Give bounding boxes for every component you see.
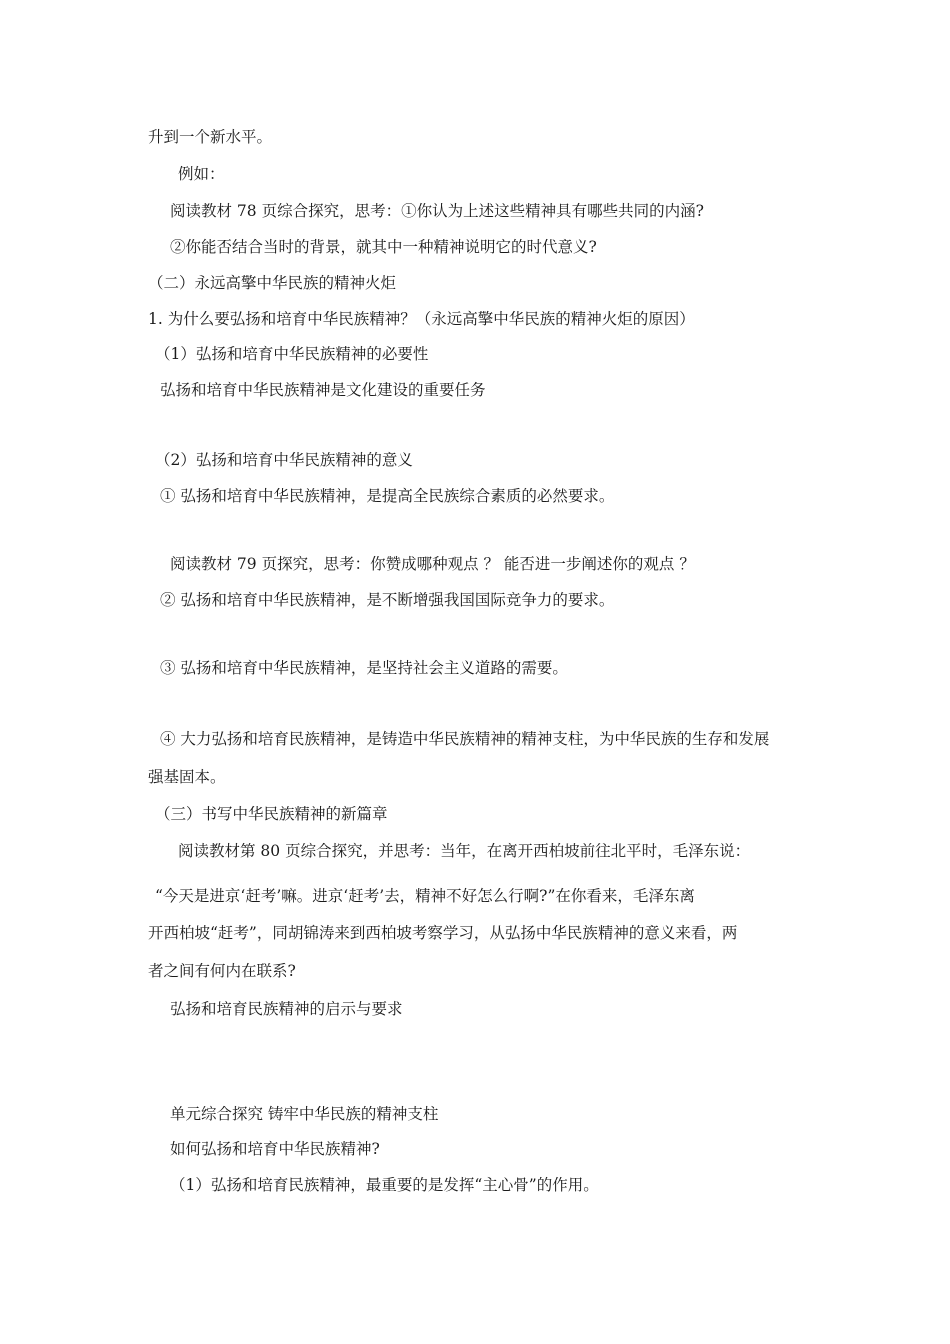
text-line: 1. 为什么要弘扬和培育中华民族精神？（永远高擎中华民族的精神火炬的原因） <box>148 310 695 328</box>
text-line: 者之间有何内在联系? <box>148 962 296 980</box>
text-line: 弘扬和培育中华民族精神是文化建设的重要任务 <box>160 381 486 399</box>
text-line: 开西柏坡“赶考”，同胡锦涛来到西柏坡考察学习，从弘扬中华民族精神的意义来看，两 <box>148 924 738 942</box>
text-line: （2）弘扬和培育中华民族精神的意义 <box>155 451 413 469</box>
text-line: 阅读教材 79 页探究，思考：你赞成哪种观点 ？ 能否进一步阐述你的观点 ？ <box>170 555 695 573</box>
text-line: 例如： <box>178 165 225 183</box>
text-line: 强基固本。 <box>148 768 226 786</box>
text-line: 弘扬和培育民族精神的启示与要求 <box>170 1000 403 1018</box>
text-line: 升到一个新水平。 <box>148 128 273 146</box>
text-line: “今天是进京‘赶考’嘛。进京‘赶考’去，精神不好怎么行啊?”在你看来，毛泽东离 <box>155 887 695 905</box>
text-line: （1）弘扬和培育民族精神，最重要的是发挥“主心骨”的作用。 <box>170 1176 599 1194</box>
text-line: 阅读教材 78 页综合探究，思考：①你认为上述这些精神具有哪些共同的内涵? <box>170 202 704 220</box>
text-line: ④ 大力弘扬和培育民族精神，是铸造中华民族精神的精神支柱，为中华民族的生存和发展 <box>160 730 770 748</box>
section-heading: （三）书写中华民族精神的新篇章 <box>155 805 388 823</box>
text-line: （1）弘扬和培育中华民族精神的必要性 <box>155 345 429 363</box>
section-heading: （二）永远高擎中华民族的精神火炬 <box>148 274 397 292</box>
text-line: 阅读教材第 80 页综合探究，并思考：当年，在离开西柏坡前往北平时，毛泽东说： <box>178 842 751 860</box>
text-line: ②你能否结合当时的背景，就其中一种精神说明它的时代意义? <box>170 238 597 256</box>
section-heading: 单元综合探究 铸牢中华民族的精神支柱 <box>170 1105 439 1123</box>
text-line: ② 弘扬和培育中华民族精神，是不断增强我国国际竞争力的要求。 <box>160 591 615 609</box>
text-line: ① 弘扬和培育中华民族精神，是提高全民族综合素质的必然要求。 <box>160 487 615 505</box>
text-line: 如何弘扬和培育中华民族精神? <box>170 1140 380 1158</box>
text-line: ③ 弘扬和培育中华民族精神，是坚持社会主义道路的需要。 <box>160 659 568 677</box>
